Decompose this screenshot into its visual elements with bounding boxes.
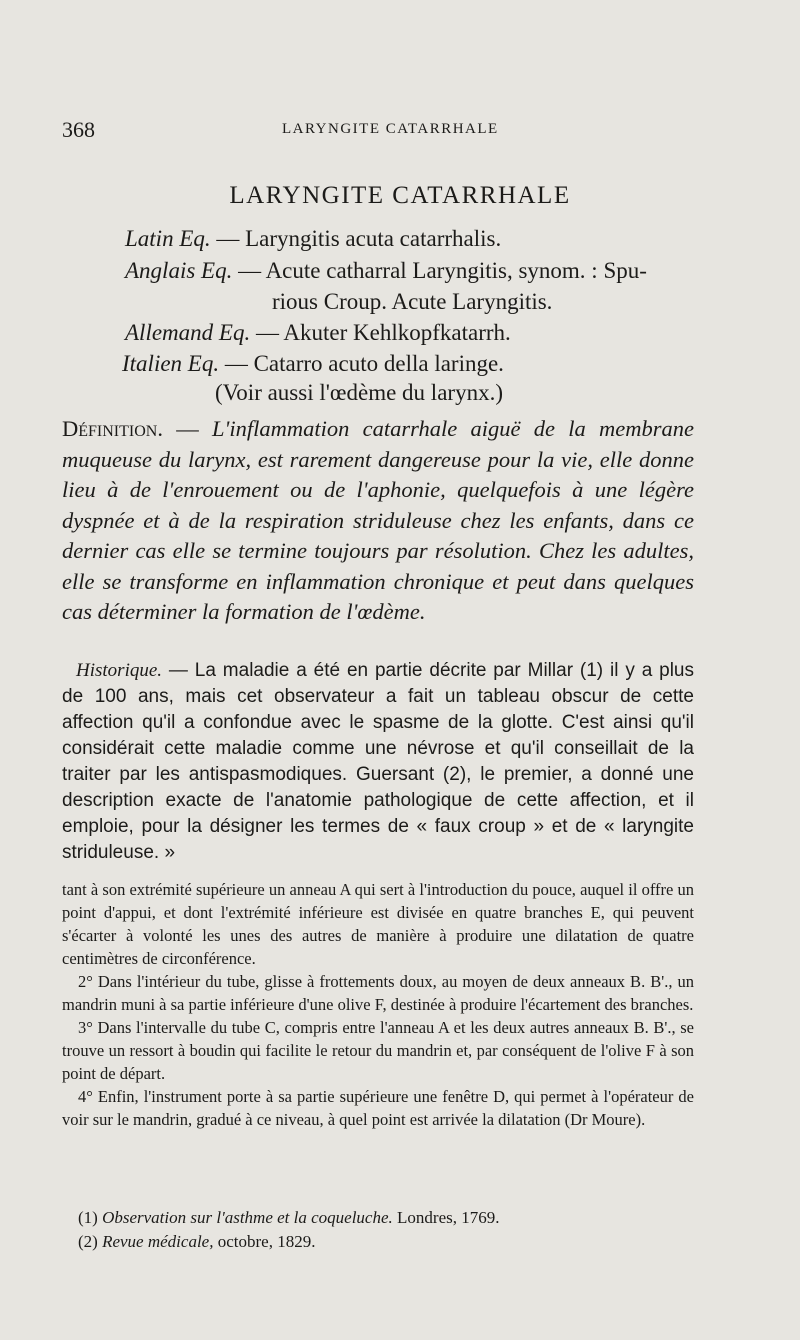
footnote-number: (1) [78,1208,103,1227]
equivalent-text: — Acute catharral Laryngitis, synom. : Spu- [232,258,647,283]
definition-paragraph [62,414,694,628]
chapter-title: LARYNGITE CATARRHALE [229,182,571,209]
definition-lead: Définition. [62,416,163,441]
equivalent-italien [0,348,800,379]
equivalent-allemand [0,317,800,348]
footnote-number: (2) [78,1232,103,1251]
small-paragraph: 2° Dans l'intérieur du tube, glisse à frottements doux, au moyen de deux anneaux B. B'., un mandrin muni à sa partie inférieure d'une olive F, destinée à produire l'écartement des branches. [62,972,694,1014]
historique-body: — La maladie a été en partie décrite par Millar (1) il y a plus de 100 ans, mais cet observateur a fait un tableau obscur de cette affection qu'il a confondue avec le spasme de la glotte. C'est ainsi qu'il considérait cette maladie comme une névrose et qu'il conseillait de la traiter par les antispasmodiques. Guersant (2), le premier, a donné une description exacte de l'anatomie pathologique de cette affection, et il emploie, pour la désigner les termes de « faux croup » et de « laryngite striduleuse. » [62,660,694,863]
equivalent-lang: Italien Eq. [122,351,220,376]
definition-body: L'inflammation catarrhale aiguë de la membrane muqueuse du larynx, est rarement dangereuse pour la vie, elle donne lieu à de l'enrouement ou de l'aphonie, quelquefois à une légère dyspnée et à de la respiration striduleuse chez les enfants, dans ce dernier cas elle se termine toujours par résolution. Chez les adultes, elle se transforme en inflammation chronique et peut dans quelques cas déterminer la formation de l'œdème. [62,416,694,624]
equivalent-text: rious Croup. Acute Laryngitis. [272,289,553,314]
equivalent-anglais [0,255,800,286]
equivalent-text: (Voir aussi l'œdème du larynx.) [215,380,503,405]
historique-lead: Historique. [76,660,163,681]
instrument-description [62,878,694,1131]
footnote-title: Revue médicale, [102,1232,214,1251]
equivalent-text: — Akuter Kehlkopfkatarrh. [250,320,511,345]
equivalent-lang: Anglais Eq. [125,258,233,283]
equivalent-lang: Allemand Eq. [125,320,251,345]
footnote-title: Observation sur l'asthme et la coqueluche. [102,1208,393,1227]
equivalent-text: — Catarro acuto della laringe. [219,351,504,376]
footnotes [78,1206,698,1254]
see-also-note [0,377,800,408]
footnote-rest: octobre, 1829. [213,1232,316,1251]
equivalent-anglais-cont [0,286,800,317]
footnote [78,1206,698,1230]
small-paragraph: 3° Dans l'intervalle du tube C, compris entre l'anneau A et les deux autres anneaux B. B'., se trouve un ressort à boudin qui facilite le retour du mandrin et, par conséquent de l'olive F à son point de départ. [62,1018,694,1083]
historique-paragraph [62,658,694,866]
footnote [78,1230,698,1254]
equivalent-latin [0,223,800,254]
small-paragraph: 4° Enfin, l'instrument porte à sa partie supérieure une fenêtre D, qui permet à l'opérateur de voir sur le mandrin, gradué à ce niveau, à quel point est arrivée la dilatation (Dr Moure). [62,1087,694,1129]
running-title: LARYNGITE CATARRHALE [282,121,499,137]
small-paragraph: tant à son extrémité supérieure un anneau A qui sert à l'introduction du pouce, auquel il offre un point d'appui, et dont l'extrémité inférieure est divisée en quatre branches E, qui peuvent s'écarter à volonté les unes des autres de manière à produire une dilatation de quatre centimètres de circonférence. [62,880,694,968]
running-head [62,117,702,141]
definition-dash: — [162,416,213,441]
page-number: 368 [62,117,95,142]
footnote-rest: Londres, 1769. [392,1208,500,1227]
equivalent-text: — Laryngitis acuta catarrhalis. [210,226,502,251]
equivalent-lang: Latin Eq. [125,226,211,251]
